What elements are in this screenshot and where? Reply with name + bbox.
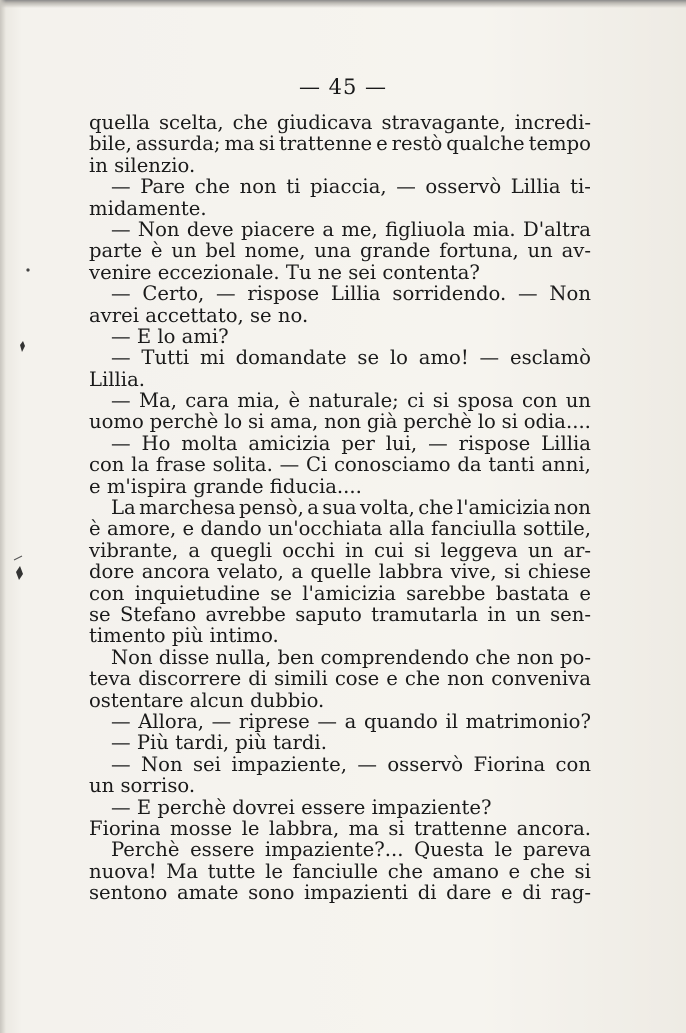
text-line: ostentare alcun dubbio. [89,688,325,712]
stain-mark [26,268,29,271]
text-line: — E perchè dovrei essere impaziente? [111,795,492,819]
text-line: Fiorina mosse le labbra, ma si trattenne ancora. [89,816,591,840]
text-line: — Non sei impaziente, — osservò Fiorina con [111,752,591,776]
text-line: — E lo ami? [111,324,229,348]
text-line: — Tutti mi domandate se lo amo! — esclamò [111,346,591,370]
text-line: parte è un bel nome, una grande fortuna, un av- [89,239,591,263]
page-top-edge [0,0,686,8]
text-line: avrei accettato, se no. [89,303,309,327]
text-line: teva discorrere di simili cose e che non conveniva [89,667,591,691]
text-line: venire eccezionale. Tu ne sei contenta? [89,260,480,284]
text-line: uomo perchè lo si ama, non già perchè lo si odia.... [89,410,591,434]
text-line: Lillia. [89,367,145,391]
text-line: midamente. [89,196,207,220]
text-line: in silenzio. [89,153,196,177]
text-line: e m'ispira grande fiducia.... [89,474,362,498]
text-line: un sorriso. [89,774,196,798]
text-line: — Ma, cara mia, è naturale; ci si sposa con un [111,389,591,413]
text-line: è amore, e dando un'occhiata alla fanciulla sottile, [89,517,591,541]
text-line: bile, assurda; ma si trattenne e restò qualche tempo [89,132,591,156]
text-line: quella scelta, che giudicava stravagante, incredi- [89,111,591,134]
stain-mark [14,556,22,560]
text-line: vibrante, a quegli occhi in cui si leggeva un ar- [89,538,591,562]
page-number: — 45 — [298,75,388,99]
text-line: — Pare che non ti piaccia, — osservò Lillia ti- [111,175,591,199]
text-line: sentono amate sono impazienti di dare e di rag- [89,881,591,905]
text-line: con inquietudine se l'amicizia sarebbe bastata e [89,581,591,605]
text-line: Perchè essere impaziente?... Questa le pareva [111,838,591,862]
text-line: — Non deve piacere a me, figliuola mia. D'altra [111,217,591,241]
binding-stain-marks [0,0,40,1033]
text-line: — Allora, — riprese — a quando il matrimonio? [111,709,591,733]
stain-mark [20,341,25,352]
text-line: — Ho molta amicizia per lui, — rispose Lillia [111,431,591,455]
text-line: nuova! Ma tutte le fanciulle che amano e che si [89,859,591,883]
text-line: timento più intimo. [89,624,279,648]
text-line: Non disse nulla, ben comprendendo che non po- [111,645,591,669]
text-line: se Stefano avrebbe saputo tramutarla in un sen- [89,602,591,626]
text-line: — Più tardi, più tardi. [111,731,327,755]
text-line: — Certo, — rispose Lillia sorridendo. — Non [111,282,591,306]
body-text [89,112,591,903]
text-line: La marchesa pensò, a sua volta, che l'amicizia non [111,496,591,520]
stain-mark [16,566,23,580]
text-line: con la frase solita. — Ci conosciamo da tanti anni, [89,453,591,477]
text-line: dore ancora velato, a quelle labbra vive, si chiese [89,560,591,584]
